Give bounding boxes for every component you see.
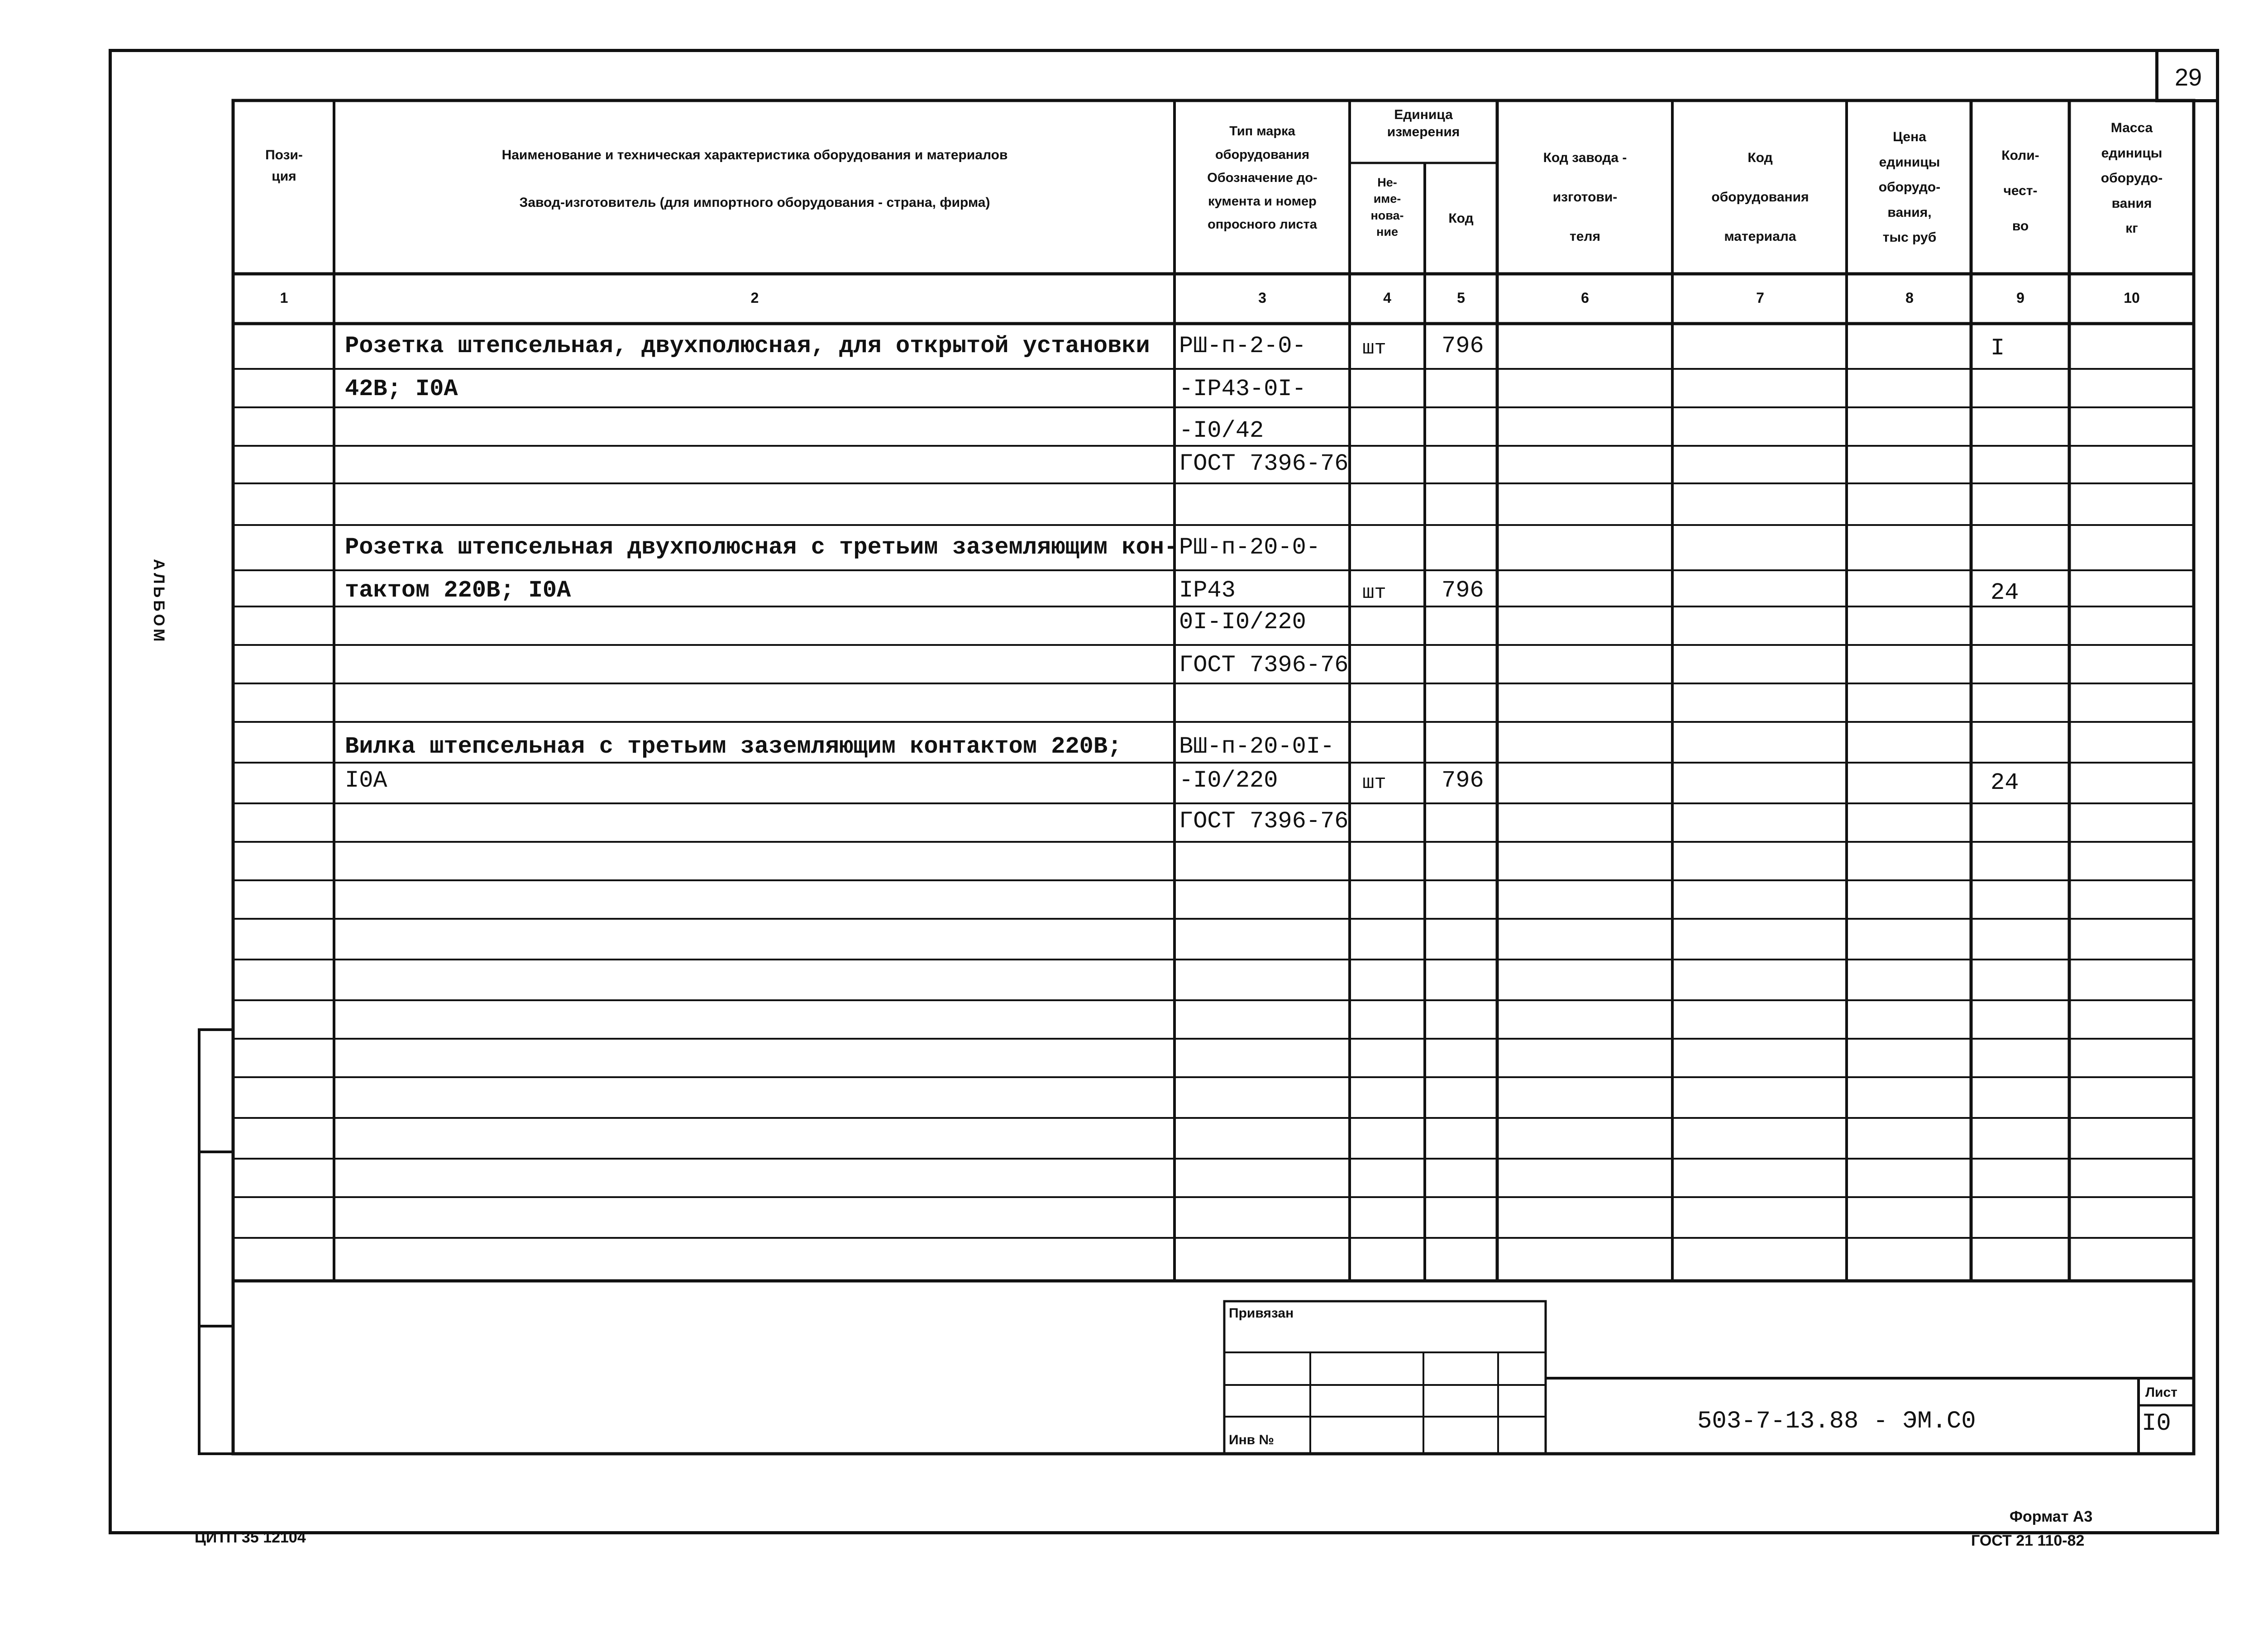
row-type: -I0/220 (1179, 767, 1278, 794)
colnum-6: 6 (1581, 290, 1589, 306)
row-unit: шт (1362, 337, 1386, 360)
header-name-line1: Наименование и техническая характеристика оборудования и материалов (501, 148, 1008, 162)
inventory-label: Инв № (1229, 1432, 1274, 1447)
footer-format: Формат А3 (2010, 1508, 2093, 1525)
row-type: ГОСТ 7396-76 (1179, 450, 1349, 477)
colnum-8: 8 (1905, 290, 1914, 306)
attached-label: Привязан (1229, 1306, 1294, 1321)
row-type: РШ-п-20-0- (1179, 534, 1321, 561)
row-qty: 24 (1991, 579, 2019, 606)
header-position: Пози- ция (265, 148, 303, 184)
row-name: Розетка штепсельная, двухполюсная, для открытой установки (345, 333, 1150, 359)
row-name: 42В; I0А (345, 376, 458, 402)
row-name: I0А (345, 767, 387, 794)
row-name: Вилка штепсельная с третьим заземляющим контактом 220В; (345, 733, 1122, 760)
row-type: -I0/42 (1179, 417, 1264, 444)
header-plant-code: Код завода - изготови- теля (1543, 150, 1627, 244)
sheet-label: Лист (2145, 1385, 2177, 1400)
row-type: РШ-п-2-0- (1179, 333, 1306, 359)
header-quantity: Коли- чест- во (2001, 148, 2039, 234)
row-code: 796 (1442, 577, 1484, 604)
row-type: ГОСТ 7396-76 (1179, 808, 1349, 835)
colnum-10: 10 (2124, 290, 2140, 306)
footer-standard: ГОСТ 21 110-82 (1971, 1532, 2085, 1549)
header-price: Цена единицы оборудо- вания, тыс руб (1878, 129, 1941, 245)
header-equipment-code: Код оборудования материала (1711, 150, 1809, 244)
row-type: ГОСТ 7396-76 (1179, 652, 1349, 678)
row-code: 796 (1442, 333, 1484, 359)
colnum-9: 9 (2016, 290, 2024, 306)
colnum-3: 3 (1258, 290, 1266, 306)
colnum-2: 2 (750, 290, 759, 306)
side-label: АЛЬБОМ (150, 559, 167, 645)
colnum-1: 1 (280, 290, 288, 306)
row-type: -IP43-0I- (1179, 376, 1306, 402)
header-mass: Масса единицы оборудо- вания кг (2101, 120, 2163, 236)
sheet-value: I0 (2142, 1410, 2171, 1437)
row-name: тактом 220В; I0А (345, 577, 571, 604)
header-name-line2: Завод-изготовитель (для импортного оборудования - страна, фирма) (519, 195, 990, 210)
footer-left-code: ЦИТП 35 12104 (195, 1529, 306, 1546)
header-unit-name: Не- име- нова- ние (1370, 176, 1404, 239)
row-name: Розетка штепсельная двухполюсная с третьим заземляющим кон- (345, 534, 1179, 561)
document-code: 503-7-13.88 - ЭМ.С0 (1697, 1408, 1976, 1435)
header-unit-group: Единица измерения (1387, 107, 1460, 139)
row-type: ВШ-п-20-0I- (1179, 733, 1335, 760)
colnum-7: 7 (1756, 290, 1764, 306)
colnum-4: 4 (1383, 290, 1391, 306)
header-unit-code: Код (1448, 211, 1474, 226)
row-qty: I (1991, 335, 2005, 362)
row-unit: шт (1362, 772, 1386, 794)
sheet-number: 29 (2174, 64, 2202, 91)
row-code: 796 (1442, 767, 1484, 794)
row-qty: 24 (1991, 769, 2019, 796)
row-type: 0I-I0/220 (1179, 609, 1306, 635)
row-unit: шт (1362, 582, 1386, 604)
row-type: IP43 (1179, 577, 1236, 604)
colnum-5: 5 (1457, 290, 1465, 306)
header-type: Тип марка оборудования Обозначение до- кумента и номер опросного листа (1207, 124, 1318, 232)
